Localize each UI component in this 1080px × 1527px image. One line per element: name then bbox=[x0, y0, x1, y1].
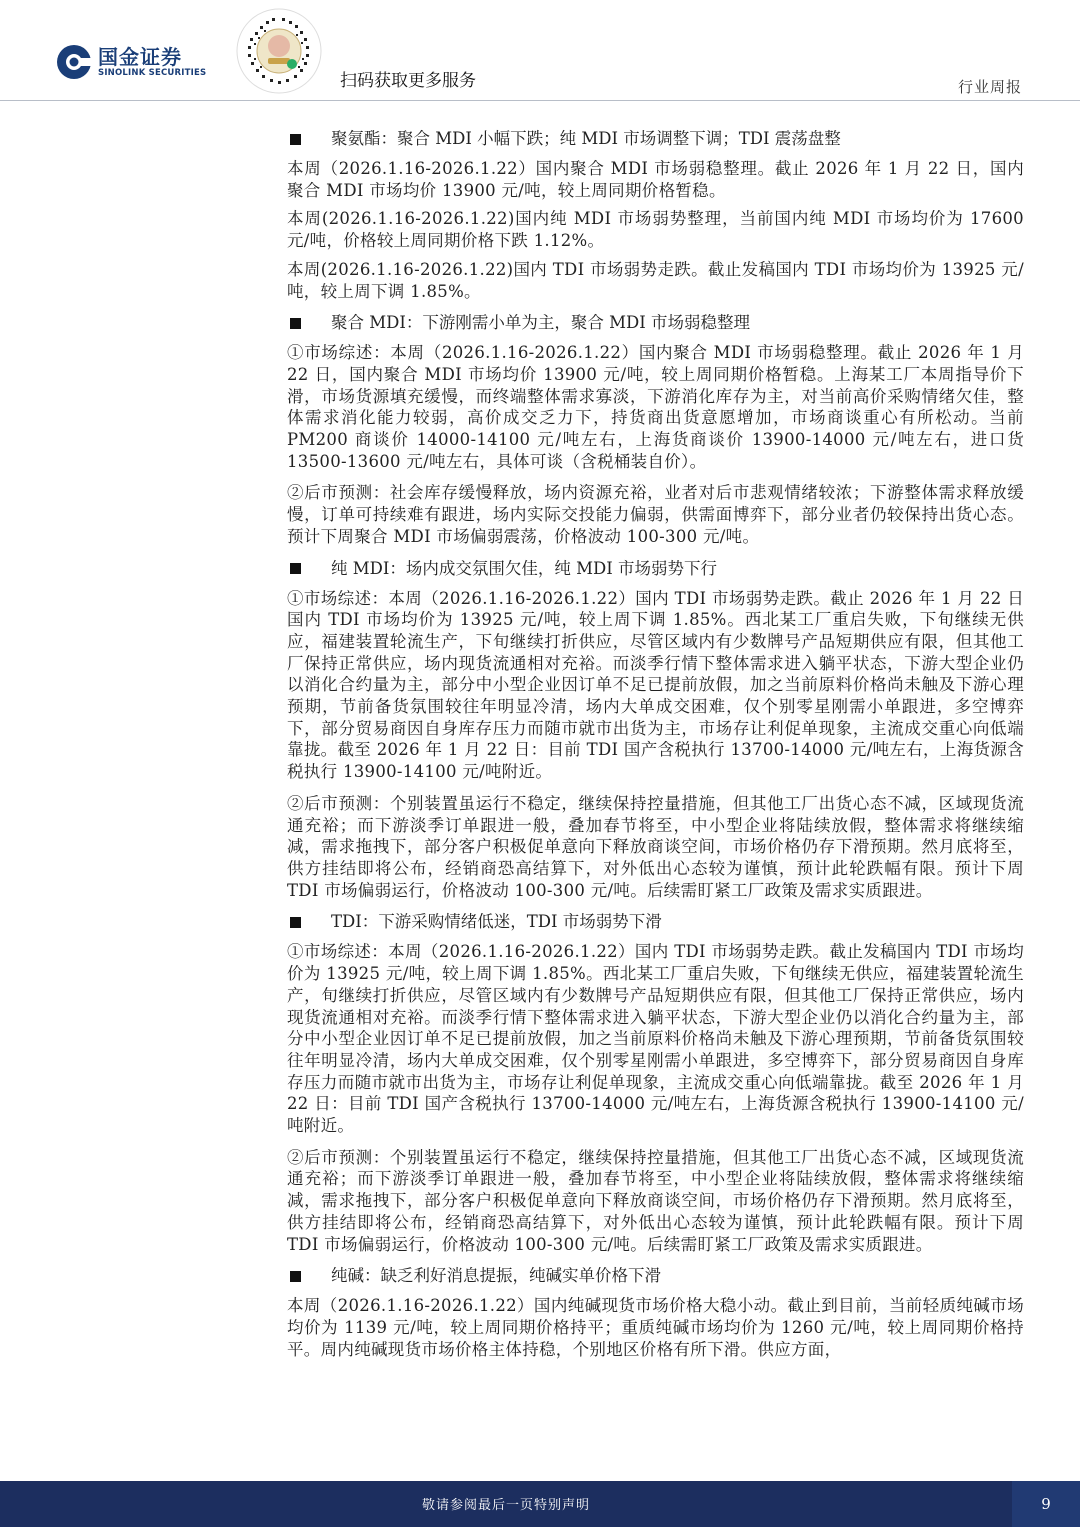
square-bullet-icon bbox=[290, 318, 301, 329]
square-bullet-icon bbox=[290, 1271, 301, 1282]
section-heading-polyurethane bbox=[287, 128, 1024, 150]
paragraph: ②后市预测：个别装置虽运行不稳定，继续保持控量措施，但其他工厂出货心态不减，区域现货流通充裕；而下游淡季订单跟进一般，叠加春节将至，中小型企业将陆续放假，整体需求将继续缩减，需求拖拽下，部分客户积极促单意向下释放商谈空间，市场价格仍存下滑预期。然月底将至，供方挂结即将公布，经销商恐高结算下，对外低出心态较为谨慎，预计此轮跌幅有限。预计下周 TDI 市场偏弱运行，价格波动 100-300 元/吨。后续需盯紧工厂政策及需求实质跟进。 bbox=[287, 793, 1024, 900]
paragraph: ①市场综述：本周（2026.1.16-2026.1.22）国内 TDI 市场弱势走跌。截止 2026 年 1 月 22 日国内 TDI 市场均价为 13925 元/吨，较上周下调 1.85%。西北某工厂重启失败，下旬继续无供应，福建装置轮流生产，下旬继续打折供应，尽管区域内有少数牌号产品短期供应有限，但其他工厂保持正常供应，场内现货流通相对充裕。而淡季行情下整体需求进入躺平状态，下游大型企业仍以消化合约量为主，部分中小型企业因订单不足已提前放假，加之当前原料价格尚未触及下游心理预期，节前备货氛围较往年明显冷清，场内大单成交困难，仅个别零星刚需小单跟进，多空博弈下，部分贸易商因自身库存压力而随市就市出货为主，市场存让利促单现象，主流成交重心向低端靠拢。截至 2026 年 1 月 22 日：目前 TDI 国产含税执行 13700-14000 元/吨左右，上海货源含税执行 13900-14100 元/吨附近。 bbox=[287, 588, 1024, 782]
logo-english-name: SINOLINK SECURITIES bbox=[98, 68, 207, 78]
section-heading-text: 纯碱：缺乏利好消息提振，纯碱实单价格下滑 bbox=[331, 1266, 661, 1286]
logo-mark-icon bbox=[56, 44, 92, 80]
square-bullet-icon bbox=[290, 563, 301, 574]
paragraph: ②后市预测：社会库存缓慢释放，场内资源充裕，业者对后市悲观情绪较浓；下游整体需求释放缓慢，订单可持续难有跟进，场内实际交投能力偏弱，供需面博弈下，部分业者仍较保持出货心态。预计下周聚合 MDI 市场偏弱震荡，价格波动 100-300 元/吨。 bbox=[287, 483, 1024, 546]
paragraph: 本周(2026.1.16-2026.1.22)国内 TDI 市场弱势走跌。截止发稿国内 TDI 市场均价为 13925 元/吨，较上周下调 1.85%。 bbox=[287, 259, 1024, 301]
section-heading-text: 纯 MDI：场内成交氛围欠佳，纯 MDI 市场弱势下行 bbox=[331, 558, 718, 578]
square-bullet-icon bbox=[290, 917, 301, 928]
logo-chinese-name: 国金证券 bbox=[98, 45, 182, 69]
header-divider bbox=[0, 100, 1080, 101]
section-heading-text: 聚氨酯：聚合 MDI 小幅下跌；纯 MDI 市场调整下调；TDI 震荡盘整 bbox=[331, 129, 841, 148]
paragraph: 本周（2026.1.16-2026.1.22）国内聚合 MDI 市场弱稳整理。截止 2026 年 1 月 22 日，国内聚合 MDI 市场均价 13900 元/吨，较上周同期价格暂稳。 bbox=[287, 159, 1024, 200]
company-logo bbox=[56, 42, 206, 82]
page-number: 9 bbox=[1012, 1481, 1080, 1527]
section-heading-polymeric-mdi bbox=[287, 312, 1024, 334]
section-heading-text: 聚合 MDI：下游刚需小单为主，聚合 MDI 市场弱稳整理 bbox=[331, 313, 751, 333]
scan-for-services-text: 扫码获取更多服务 bbox=[340, 71, 476, 91]
paragraph: ①市场综述：本周（2026.1.16-2026.1.22）国内 TDI 市场弱势走跌。截止发稿国内 TDI 市场均价为 13925 元/吨，较上周下调 1.85%。西北某工厂重启失败，下旬继续无供应，福建装置轮流生产，旬继续打折供应，尽管区域内有少数牌号产品短期供应有限，但其他工厂保持正常供应，场内现货流通相对充裕。而淡季行情下整体需求进入躺平状态，下游大型企业仍以消化合约量为主，部分中小型企业因订单不足已提前放假，加之当前原料价格尚未触及下游心理预期，节前备货氛围较往年明显冷清，场内大单成交困难，仅个别零星刚需小单跟进，多空博弈下，部分贸易商因自身库存压力而随市就市出货为主，市场存让利促单现象，主流成交重心向低端靠拢。截至 2026 年 1 月 22 日：目前 TDI 国产含税执行 13700-14000 元/吨左右，上海货源含税执行 13900-14100 元/吨附近。 bbox=[287, 942, 1024, 1136]
page-header bbox=[0, 0, 1080, 102]
square-bullet-icon bbox=[290, 134, 301, 145]
paragraph: ②后市预测：个别装置虽运行不稳定，继续保持控量措施，但其他工厂出货心态不减，区域现货流通充裕；而下游淡季订单跟进一般，叠加春节将至，中小型企业将陆续放假，整体需求将继续缩减，需求拖拽下，部分客户积极促单意向下释放商谈空间，市场价格仍存下滑预期。然月底将至，供方挂结即将公布，经销商恐高结算下，对外低出心态较为谨慎，预计此轮跌幅有限。预计下周 TDI 市场偏弱运行，价格波动 100-300 元/吨。后续需盯紧工厂政策及需求实质跟进。 bbox=[287, 1147, 1024, 1254]
qr-code-icon[interactable] bbox=[236, 8, 322, 94]
report-type-label: 行业周报 bbox=[957, 78, 1022, 96]
section-heading-pure-mdi bbox=[287, 558, 1024, 580]
disclaimer-note: 敬请参阅最后一页特别声明 bbox=[421, 1498, 590, 1513]
paragraph: ①市场综述：本周（2026.1.16-2026.1.22）国内聚合 MDI 市场弱稳整理。截止 2026 年 1 月 22 日，国内聚合 MDI 市场均价 13900 元/吨，较上周同期价格暂稳。上海某工厂本周指导价下滑，市场货源填充缓慢，而终端整体需求寡淡，下游消化库存为主，对当前高价采购情绪欠佳，整体需求消化能力较弱，高价成交乏力下，持货商出货意愿增加，市场商谈重心有所松动。当前 PM200 商谈价 14000-14100 元/吨左右，上海货商谈价 13900-14000 元/吨左右，进口货 13500-13600 元/吨左右，具体可谈（含税桶装自价）。 bbox=[287, 343, 1024, 471]
page-footer bbox=[0, 1481, 1080, 1527]
paragraph: 本周（2026.1.16-2026.1.22）国内纯碱现货市场价格大稳小动。截止到目前，当前轻质纯碱市场均价为 1139 元/吨，较上周同期价格持平；重质纯碱市场均价为 1260 元/吨，较上周同期价格持平。周内纯碱现货市场价格主体持稳，个别地区价格有所下滑。供应方面， bbox=[287, 1296, 1024, 1359]
section-heading-tdi bbox=[287, 911, 1024, 933]
paragraph: 本周(2026.1.16-2026.1.22)国内纯 MDI 市场弱势整理，当前国内纯 MDI 市场均价为 17600 元/吨，价格较上周同期价格下跌 1.12%。 bbox=[287, 209, 1024, 251]
section-heading-soda-ash bbox=[287, 1265, 1024, 1287]
report-body bbox=[287, 128, 1024, 1370]
section-heading-text: TDI：下游采购情绪低迷，TDI 市场弱势下滑 bbox=[331, 912, 662, 932]
